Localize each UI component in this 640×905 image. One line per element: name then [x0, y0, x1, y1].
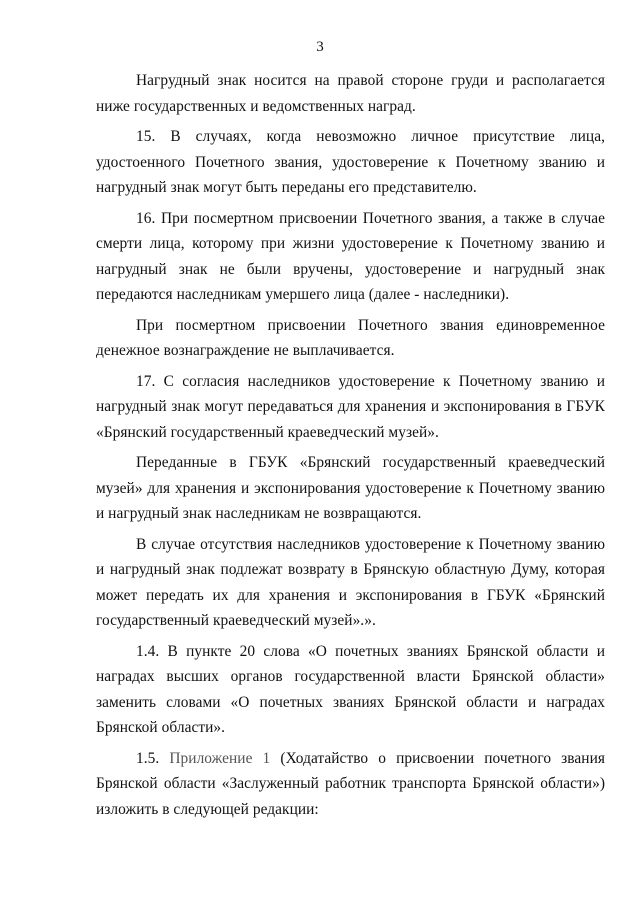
paragraph-posthumous-reward: При посмертном присвоении Почетного звания единовременное денежное вознаграждение не выплачивается.	[96, 316, 605, 359]
paragraph-no-heirs: В случае отсутствия наследников удостоверение к Почетному званию и нагрудный знак подлежат возврату в Брянскую областную Думу, которая может передать их для хранения и экспонирования в ГБУК «Брянский государственный краеведческий музей».».	[96, 535, 605, 629]
paragraph-museum-transfer: Переданные в ГБУК «Брянский государственный краеведческий музей» для хранения и экспонирования удостоверение к Почетному званию и нагрудный знак наследникам не возвращаются.	[96, 454, 605, 522]
paragraph-amendment-1-4: 1.4. В пункте 20 слова «О почетных званиях Брянской области и наградах высших органов государственной власти Брянской области» заменить словами «О почетных званиях Брянской области и наградах Брянской области».	[96, 642, 605, 736]
amendment-1-5-prefix: 1.5.	[136, 749, 170, 767]
document-body	[96, 68, 605, 827]
paragraph-item-17: 17. С согласия наследников удостоверение к Почетному званию и нагрудный знак могут передаваться для хранения и экспонирования в ГБУК «Брянский государственный краеведческий музей».	[96, 372, 605, 441]
appendix-1-link[interactable]: Приложение 1	[169, 749, 271, 767]
amendment-1-5-text: (Ходатайство о присвоении почетного звания Брянской области «Заслуженный работник транспорта Брянской области») изложить в следующей редакции:	[96, 749, 605, 818]
paragraph-amendment-1-5	[96, 746, 605, 823]
paragraph-item-16: 16. При посмертном присвоении Почетного звания, а также в случае смерти лица, которому при жизни удостоверение к Почетному званию и нагрудный знак не были вручены, удостоверение и нагрудный знак передаются наследникам умершего лица (далее - наследники).	[96, 209, 605, 303]
page-number: 3	[316, 39, 324, 55]
paragraph-badge-placement: Нагрудный знак носится на правой стороне груди и располагается ниже государственных и ведомственных наград.	[96, 72, 605, 115]
paragraph-item-15: 15. В случаях, когда невозможно личное присутствие лица, удостоенного Почетного звания, удостоверение к Почетному званию и нагрудный знак могут быть переданы его представителю.	[96, 128, 605, 196]
